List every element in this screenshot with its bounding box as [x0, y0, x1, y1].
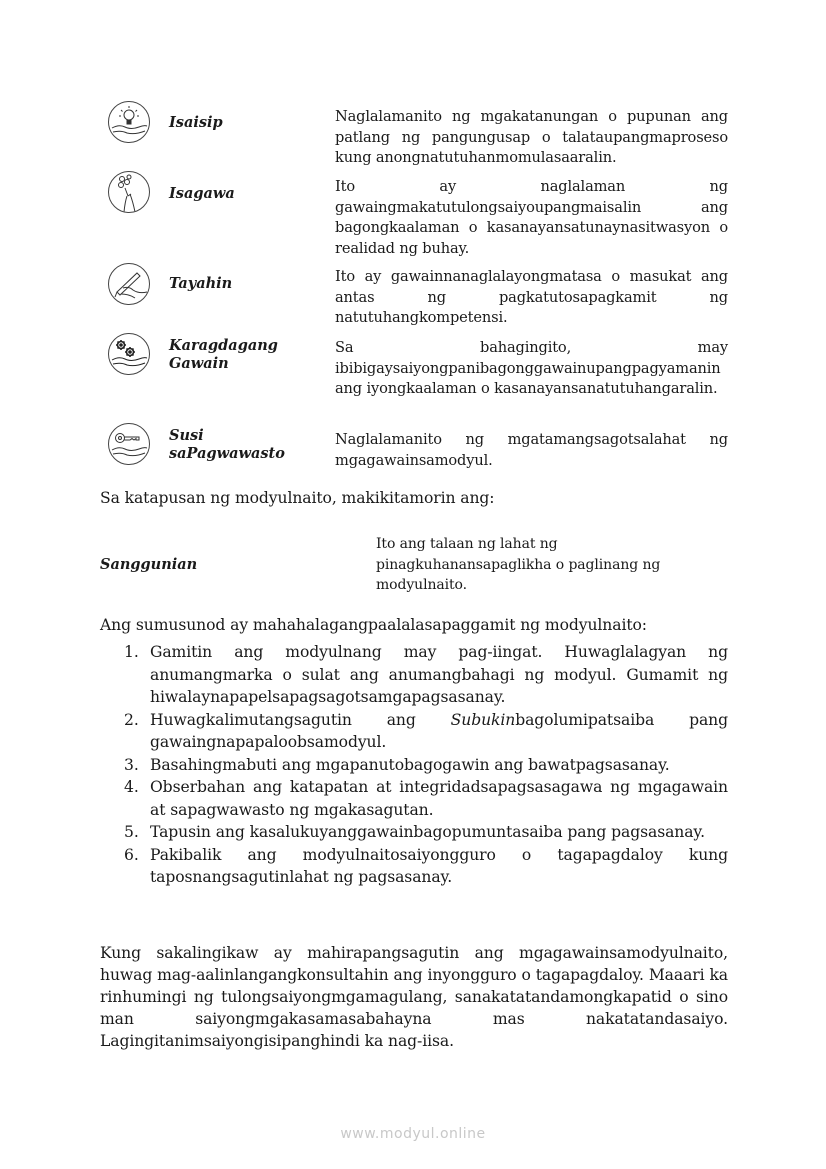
section-label-line2: Gawain: [169, 355, 229, 372]
list-item-text: Gamitin ang modyulnang may pag-iingat. Huwaglalagyan ng anumangmarka o sulat ang anumangbahagi ng modyul. Gumamit ng hiwalaynapapelsapagsagotsamgapagsasanay.: [150, 643, 728, 706]
list-item-number: 5.: [124, 823, 139, 841]
section-label: Tayahin: [169, 275, 233, 292]
section-label: Isaisip: [169, 114, 223, 131]
section-description: Ito ay gawainnanaglalayongmatasa o masukat ang antas ng pagkatutosapagkamit ng natutuhangkompetensi.: [335, 268, 728, 327]
list-item-number: 1.: [124, 643, 139, 661]
hand-pen-icon: [108, 263, 150, 305]
section-label: [169, 427, 329, 463]
reference-line: Ito ang talaan ng lahat ng: [376, 536, 558, 552]
section-description: Naglalamanito ng mgatamangsagotsalahat ng mgagawainsamodyul.: [335, 431, 728, 469]
closing-paragraph: Kung sakalingikaw ay mahirapangsagutin ang mgagawainsamodyulnaito, huwag mag-aalinlangangkonsultahin ang inyongguro o tagapagdaloy. Maaari ka rinhumingi ng tulongsaiyongmgamagulang, sanakatatandamongkapatid o sino man saiyongmgakasamasabahayna mas nakatatandasaiyo. Lagingitanimsaiyongisipanghindi ka nag-iisa.: [100, 944, 728, 1050]
section-label-line2: saPagwawasto: [169, 445, 285, 462]
section-label-line1: Susi: [169, 427, 204, 444]
section-label-line1: Karagdagang: [169, 337, 278, 354]
end-intro-text: Sa katapusan ng modyulnaito, makikitamorin ang:: [100, 489, 495, 507]
list-item: [100, 709, 728, 754]
gears-hand-icon: [108, 333, 150, 375]
list-item: [100, 641, 728, 709]
footer-watermark: www.modyul.online: [340, 1126, 486, 1142]
key-hand-icon: [108, 423, 150, 465]
list-item: [100, 844, 728, 889]
reference-line: pinagkuhanansapaglikha o paglinang ng: [376, 556, 661, 573]
list-item-text: Pakibalik ang modyulnaitosaiyongguro o tagapagdaloy kung taposnangsagutinlahat ng pagsasanay.: [150, 845, 728, 886]
list-item-number: 3.: [124, 755, 139, 774]
reminders-intro-text: Ang sumusunod ay mahahalagangpaalalasapaggamit ng modyulnaito:: [100, 616, 647, 634]
lightbulb-hand-icon: [108, 101, 150, 143]
list-item: [100, 821, 728, 844]
section-label: [169, 337, 329, 373]
list-item-text-before: Huwagkalimutangsagutin ang: [150, 710, 451, 729]
reference-line: modyulnaito.: [376, 577, 467, 594]
list-item: [100, 754, 728, 777]
section-label: Isagawa: [169, 185, 235, 202]
list-item-number: 4.: [124, 778, 139, 796]
section-description: Naglalamanito ng mgakatanungan o pupunan ang patlang ng pangungusap o talataupangmaproseso kung anongnatutuhanmomulasaaralin.: [335, 108, 728, 167]
reference-description: [376, 534, 716, 596]
list-item-text: [150, 711, 728, 752]
list-item-number: 6.: [124, 845, 139, 864]
section-description: Sa bahagingito, may ibibigaysaiyongpanibagonggawainupangpagyamanin ang iyongkaalaman o kasanayansanatutuhangaralin.: [335, 339, 728, 398]
reminders-list: [100, 641, 728, 889]
list-item: [100, 776, 728, 821]
list-item-text: Obserbahan ang katapatan at integridadsapagsasagawa ng mgagawain at sapagwawasto ng mgakasagutan.: [150, 778, 728, 819]
section-description: Ito ay naglalaman ng gawaingmakatutulongsaiyoupangmaisalin ang bagongkaalaman o kasanayansatunaynasitwasyon o realidad ng buhay.: [335, 178, 728, 257]
hand-flowers-icon: [108, 171, 150, 213]
list-item-text-italic: Subukin: [450, 710, 516, 729]
list-item-text: Tapusin ang kasalukuyanggawainbagopumuntasaiba pang pagsasanay.: [150, 823, 705, 841]
list-item-text-after: bagolumipatsaiba pang gawaingnapapaloobsamodyul.: [150, 710, 728, 751]
list-item-text: Basahingmabuti ang mgapanutobagogawin ang bawatpagsasanay.: [150, 755, 670, 774]
list-item-number: 2.: [124, 710, 139, 729]
reference-label: Sanggunian: [100, 556, 198, 573]
